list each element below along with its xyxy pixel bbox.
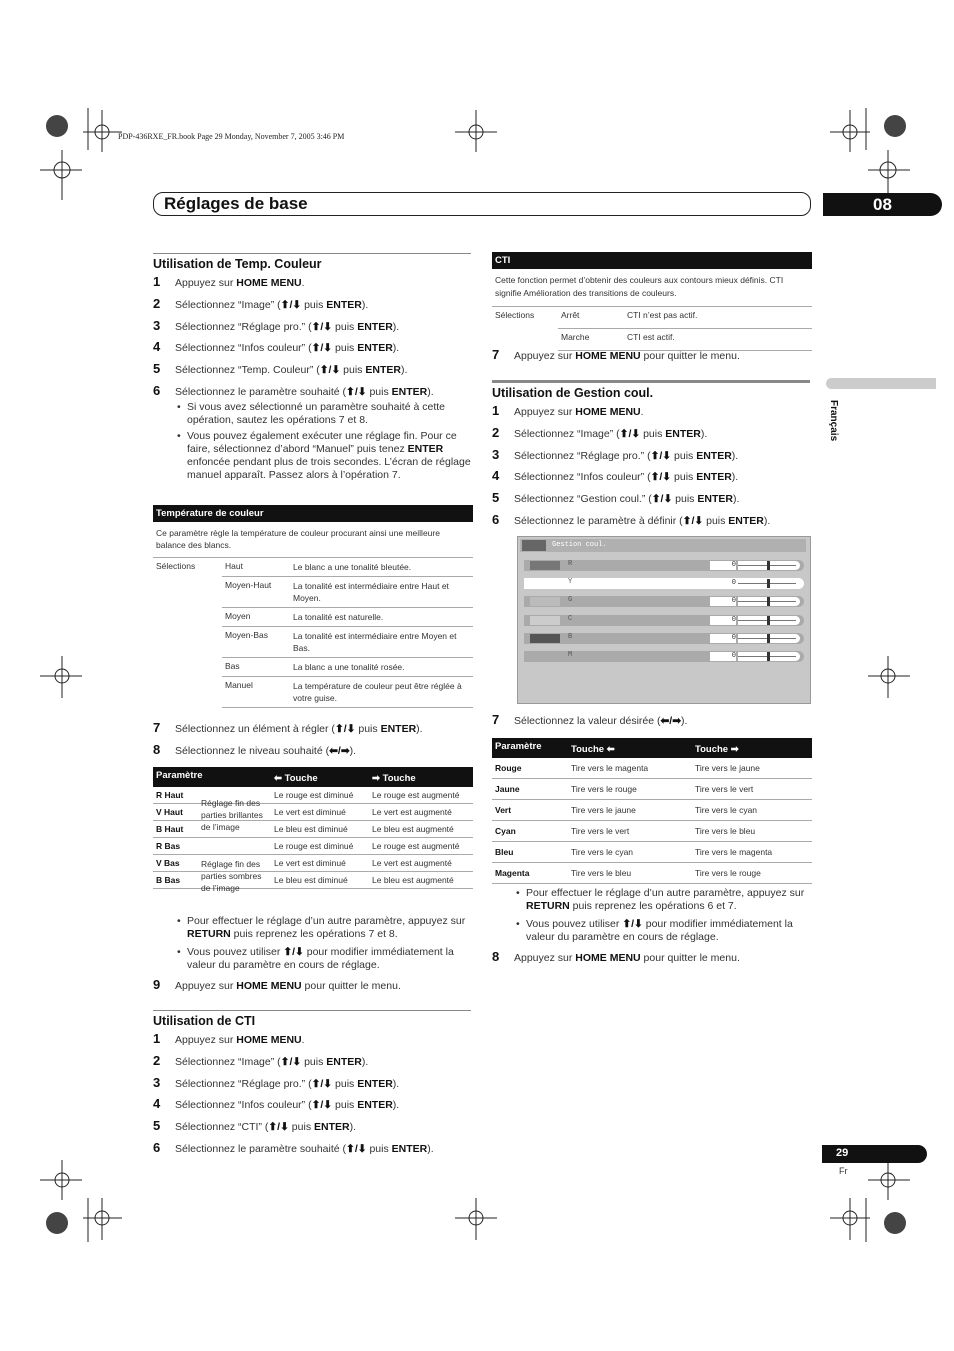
step: 3 Sélectionnez “Réglage pro.” (⬆/⬇ puis ENTER). <box>153 1074 400 1090</box>
osd-row <box>524 596 804 607</box>
osd-swatch <box>530 616 560 625</box>
section-title: Utilisation de Temp. Couleur <box>153 253 471 271</box>
table-adjust-gestion: Paramètre Touche ⬅ Touche ➡ Rouge Tire vers le magenta Tire vers le jaune Jaune Tire vers le rouge Tire vers le vert Vert Tire vers le jaune Tire vers le cyan Cyan Tire vers le vert Tire vers le bleu Bleu Tire vers le cyan Tire vers le magenta Magenta Tire vers le bleu Tire vers le rouge <box>492 738 812 884</box>
book-line: PDP-436RXE_FR.book Page 29 Monday, November 7, 2005 3:46 PM <box>118 132 345 141</box>
osd-swatch <box>530 652 560 661</box>
step: 2 Sélectionnez “Image” (⬆/⬇ puis ENTER). <box>492 424 708 440</box>
osd-slider <box>738 597 800 606</box>
osd-label: R <box>568 560 573 568</box>
step: 2 Sélectionnez “Image” (⬆/⬇ puis ENTER). <box>153 1052 369 1068</box>
osd-slider <box>738 634 800 643</box>
table-temperature: Température de couleur Ce paramètre règle la température de couleur procurant ainsi une meilleure balance des blancs. Sélections Haut Le blanc a une tonalité bleutée. Moyen-Haut La tonalité est intermédiaire entre Haut et Moyen. Moyen La tonalité est naturelle. Moyen-Bas La tonalité est intermédiaire entre Moyen et Bas. Bas La blanc a une tonalité rosée. Manuel La température de couleur peut être réglée à votre guise. <box>153 505 473 708</box>
step: 4 Sélectionnez “Infos couleur” (⬆/⬇ puis ENTER). <box>153 339 400 355</box>
table-cti: CTI Cette fonction permet d’obtenir des couleurs aux contours mieux définis. CTI signifie Amélioration des transitions de couleurs. Sélections Arrêt CTI n’est pas actif. Marche CTI est actif. <box>492 252 812 351</box>
section-temp-couleur <box>153 253 471 482</box>
osd-label: Y <box>568 578 573 587</box>
cti-step-7 <box>492 345 810 367</box>
step: 7 Sélectionnez la valeur désirée (⬅/➡). <box>492 712 688 727</box>
bullet-item: • Pour effectuer le réglage d’un autre paramètre, appuyez sur RETURN puis reprenez les opérations 7 et 8. <box>177 915 466 940</box>
osd-value: 0 <box>710 597 736 606</box>
section-cti <box>153 1010 471 1160</box>
osd-title: Gestion coul. <box>552 541 607 549</box>
step: 1 Appuyez sur HOME MENU. <box>492 403 644 418</box>
table-adjust-temp: Paramètre ⬅ Touche ➡ Touche R Haut Le rouge est diminué Le rouge est augmenté V Haut Le vert est diminué Le vert est augmenté B Haut Le bleu est diminué Le bleu est augmenté R Bas Le rouge est diminué Le rouge est augmenté V Bas Le vert est diminué Le vert est augmenté B Bas Le bleu est diminué Le bleu est augmenté <box>153 767 473 889</box>
osd-value: 0 <box>710 616 736 625</box>
osd-swatch <box>530 579 560 588</box>
osd-row <box>524 560 804 571</box>
osd-label: B <box>568 632 573 641</box>
bullet-item: • Vous pouvez utiliser ⬆/⬇ pour modifier immédiatement la valeur du paramètre en cours de réglage. <box>516 918 793 943</box>
step: 6 Sélectionnez le paramètre souhaité (⬆/⬇ puis ENTER). <box>153 1139 434 1155</box>
group-label-dark: Réglage fin des parties sombres de l’image <box>201 859 262 893</box>
group-label-bright: Réglage fin des parties brillantes de l’image <box>201 798 263 832</box>
osd-slider <box>738 616 800 625</box>
osd-label: M <box>568 651 573 659</box>
osd-swatch <box>530 634 560 643</box>
bullet-item: • Si vous avez sélectionné un paramètre souhaité à cette opération, sautez les opérations 7 et 8. <box>177 400 445 426</box>
osd-row <box>524 615 804 626</box>
osd-swatch <box>530 561 560 570</box>
header-bar <box>153 192 811 216</box>
page-number: 29 <box>836 1147 849 1159</box>
steps-list <box>153 272 471 403</box>
step: 2 Sélectionnez “Image” (⬆/⬇ puis ENTER). <box>153 295 369 311</box>
bullets-temp <box>153 915 471 997</box>
step: 3 Sélectionnez “Réglage pro.” (⬆/⬇ puis ENTER). <box>153 317 400 333</box>
step: 3 Sélectionnez “Réglage pro.” (⬆/⬇ puis ENTER). <box>492 446 739 462</box>
table-title: Température de couleur <box>153 505 473 522</box>
step: 1 Appuyez sur HOME MENU. <box>153 1031 305 1046</box>
bullet-item: • Pour effectuer le réglage d’un autre paramètre, appuyez sur RETURN puis reprenez les opérations 6 et 7. <box>516 887 805 912</box>
gestion-step-7 <box>492 710 810 732</box>
step: 7 Sélectionnez un élément à régler (⬆/⬇ puis ENTER). <box>153 720 423 735</box>
osd-title-bar <box>520 539 806 552</box>
table-desc: Ce paramètre règle la température de couleur procurant ainsi une meilleure balance des blancs. <box>153 522 473 558</box>
language-tab-label: Français <box>828 400 839 442</box>
step: 6 Sélectionnez le paramètre souhaité (⬆/⬇ puis ENTER). <box>153 382 434 398</box>
step: 9 Appuyez sur HOME MENU pour quitter le menu. <box>153 977 401 992</box>
osd-slider <box>738 561 800 570</box>
step: 8 Sélectionnez le niveau souhaité (⬅/➡). <box>153 741 357 757</box>
osd-swatch <box>530 597 560 606</box>
osd-slider <box>738 652 800 661</box>
osd-row <box>524 651 804 662</box>
osd-label: C <box>568 614 573 623</box>
step: 5 Sélectionnez “CTI” (⬆/⬇ puis ENTER). <box>153 1118 357 1134</box>
step: 4 Sélectionnez “Infos couleur” (⬆/⬇ puis ENTER). <box>492 468 739 484</box>
step: 7 Appuyez sur HOME MENU pour quitter le menu. <box>492 347 740 362</box>
chapter-number: 08 <box>823 193 942 216</box>
bullets-gestion <box>492 887 810 969</box>
osd-value: 0 <box>710 561 736 570</box>
step: 5 Sélectionnez “Gestion coul.” (⬆/⬇ puis ENTER). <box>492 490 740 506</box>
osd-value: 0 <box>710 652 736 661</box>
bullet-item: • Vous pouvez également exécuter une réglage fin. Pour ce faire, sélectionnez d’abord “Manuel” puis tenez ENTER enfoncée pendant plus de trois secondes. L’écran de réglage manuel apparaît. Passez alors à l’opération 7. <box>177 429 471 481</box>
page-number-tab <box>822 1145 927 1163</box>
osd-row <box>524 578 804 589</box>
page-title: Réglages de base <box>164 194 308 213</box>
page-lang: Fr <box>839 1166 848 1176</box>
step: 8 Appuyez sur HOME MENU pour quitter le menu. <box>492 949 740 964</box>
section-gestion-coul <box>492 380 810 532</box>
table-desc: Cette fonction permet d’obtenir des couleurs aux contours mieux définis. CTI signifie Amélioration des transitions de couleurs. <box>492 269 812 307</box>
osd-row <box>524 633 804 644</box>
osd-value: 0 <box>710 579 736 588</box>
osd-label: G <box>568 596 573 605</box>
step: 6 Sélectionnez le paramètre à définir (⬆/⬇ puis ENTER). <box>492 511 771 527</box>
section-title: Utilisation de Gestion coul. <box>492 380 810 400</box>
osd-menu-icon <box>522 540 546 551</box>
step: 4 Sélectionnez “Infos couleur” (⬆/⬇ puis ENTER). <box>153 1096 400 1112</box>
step: 5 Sélectionnez “Temp. Couleur” (⬆/⬇ puis ENTER). <box>153 361 408 377</box>
steps-7-8 <box>153 718 471 762</box>
osd-screen <box>517 536 811 704</box>
osd-slider <box>738 579 800 588</box>
osd-value: 0 <box>710 634 736 643</box>
side-tab <box>826 378 936 389</box>
section-title: Utilisation de CTI <box>153 1010 471 1028</box>
step: 1 Appuyez sur HOME MENU. <box>153 274 305 289</box>
bullet-item: • Vous pouvez utiliser ⬆/⬇ pour modifier immédiatement la valeur du paramètre en cours de réglage. <box>177 946 454 971</box>
table-title: CTI <box>492 252 812 269</box>
